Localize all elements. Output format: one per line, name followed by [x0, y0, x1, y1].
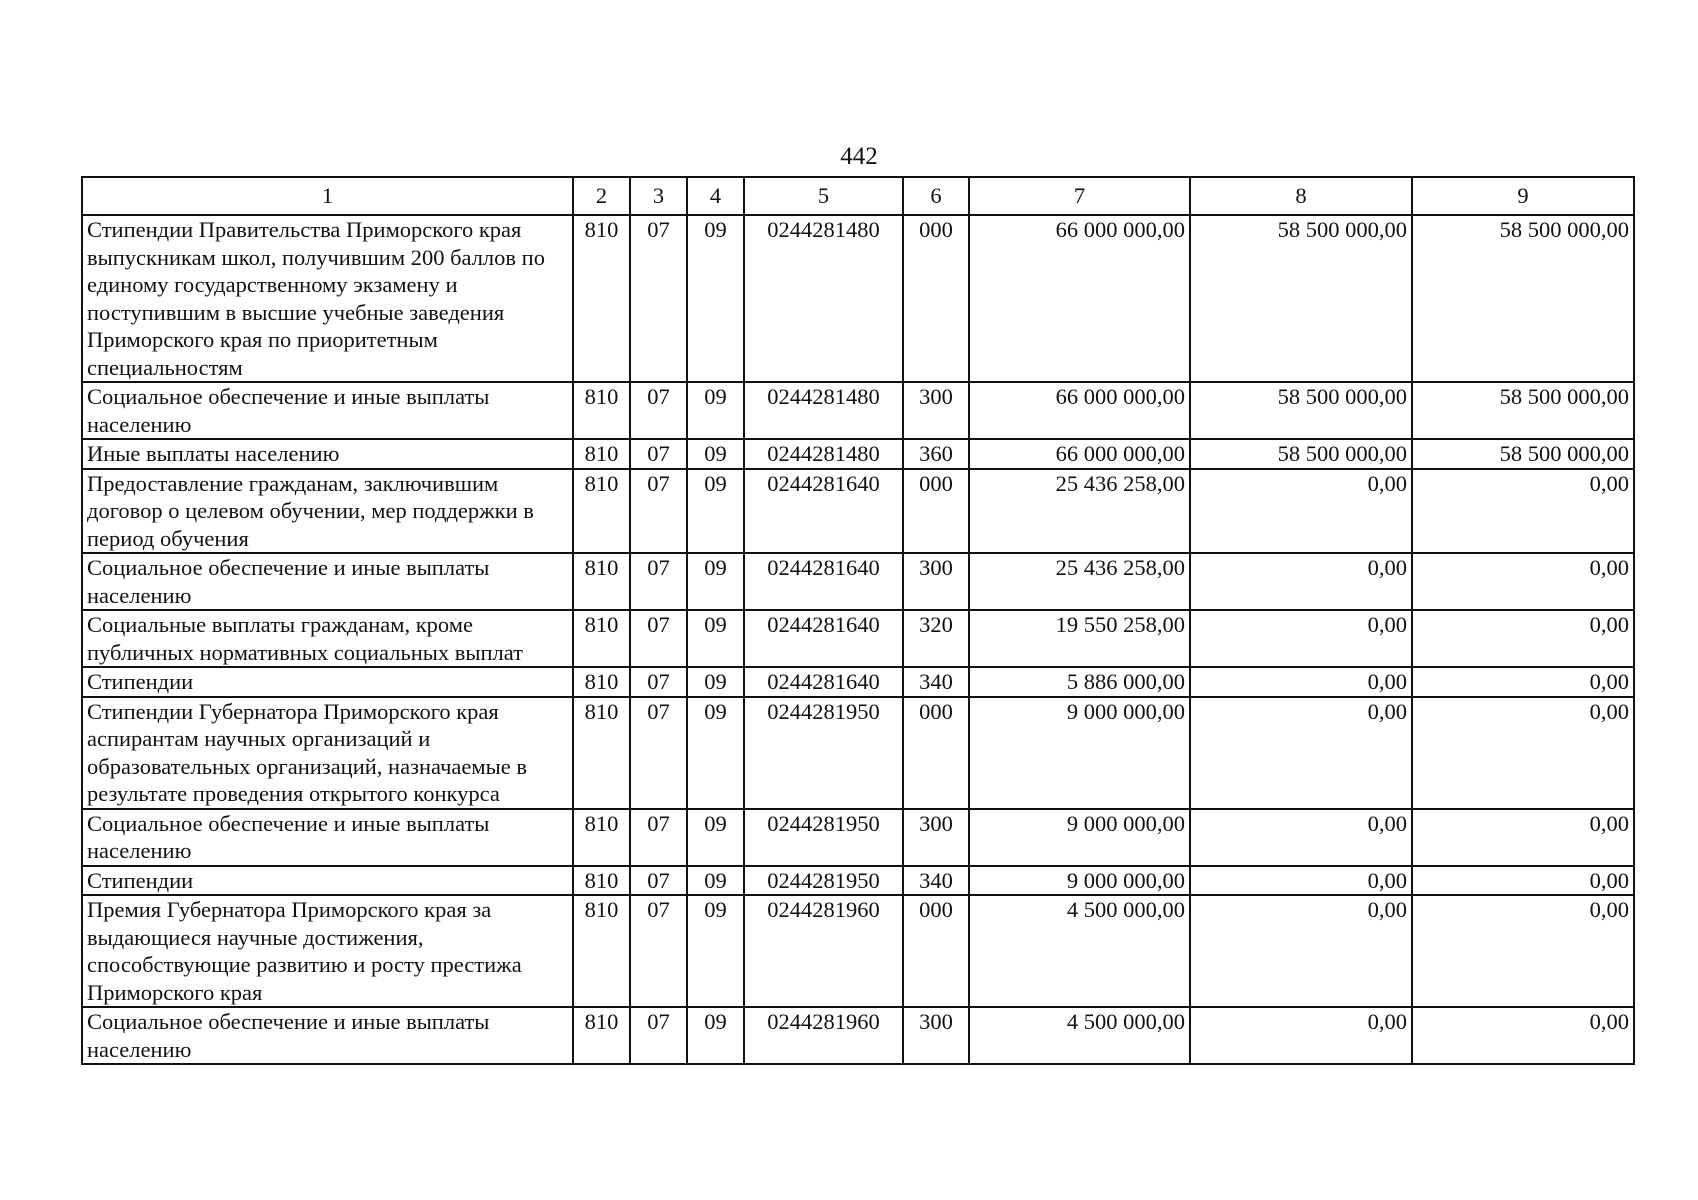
budget-table: [81, 176, 1635, 1065]
row-expense-type-code: 340: [903, 866, 969, 896]
row-expense-type-code: 340: [903, 667, 969, 697]
row-amount-col7: 25 436 258,00: [969, 553, 1190, 610]
row-expense-type-code: 300: [903, 809, 969, 866]
row-expense-type-code: 300: [903, 1007, 969, 1064]
row-amount-col8: 0,00: [1190, 866, 1412, 896]
row-expense-type-code: 320: [903, 610, 969, 667]
row-expense-type-code: 000: [903, 215, 969, 382]
row-target-article-code: 0244281640: [744, 553, 903, 610]
row-name: Стипендии Губернатора Приморского края аспирантам научных организаций и образовательных организаций, назначаемые в результате проведения открытого конкурса: [82, 697, 573, 809]
row-name: Социальное обеспечение и иные выплаты населению: [82, 809, 573, 866]
table-row: [82, 382, 1634, 439]
row-name: Социальное обеспечение и иные выплаты населению: [82, 382, 573, 439]
row-target-article-code: 0244281480: [744, 439, 903, 469]
row-ministry-code: 810: [573, 697, 630, 809]
row-amount-col9: 0,00: [1412, 1007, 1634, 1064]
row-amount-col8: 0,00: [1190, 610, 1412, 667]
table-row: [82, 469, 1634, 554]
row-ministry-code: 810: [573, 809, 630, 866]
row-amount-col8: 58 500 000,00: [1190, 215, 1412, 382]
row-amount-col8: 0,00: [1190, 469, 1412, 554]
row-subsection-code: 09: [687, 553, 744, 610]
header-cell-7: 7: [969, 177, 1190, 215]
row-amount-col8: 58 500 000,00: [1190, 439, 1412, 469]
row-name: Социальное обеспечение и иные выплаты населению: [82, 553, 573, 610]
row-expense-type-code: 000: [903, 697, 969, 809]
row-target-article-code: 0244281960: [744, 895, 903, 1007]
row-section-code: 07: [630, 610, 687, 667]
row-ministry-code: 810: [573, 610, 630, 667]
row-amount-col7: 4 500 000,00: [969, 1007, 1190, 1064]
table-row: [82, 215, 1634, 382]
row-amount-col9: 0,00: [1412, 809, 1634, 866]
row-amount-col7: 9 000 000,00: [969, 697, 1190, 809]
row-section-code: 07: [630, 439, 687, 469]
table-row: [82, 439, 1634, 469]
row-subsection-code: 09: [687, 667, 744, 697]
row-amount-col7: 25 436 258,00: [969, 469, 1190, 554]
row-subsection-code: 09: [687, 697, 744, 809]
row-section-code: 07: [630, 382, 687, 439]
row-name: Стипендии: [82, 866, 573, 896]
page-number: 442: [840, 143, 878, 170]
row-amount-col8: 0,00: [1190, 697, 1412, 809]
table-row: [82, 553, 1634, 610]
row-amount-col9: 58 500 000,00: [1412, 439, 1634, 469]
row-section-code: 07: [630, 469, 687, 554]
row-amount-col7: 66 000 000,00: [969, 215, 1190, 382]
row-amount-col7: 66 000 000,00: [969, 382, 1190, 439]
row-name: Предоставление гражданам, заключившим договор о целевом обучении, мер поддержки в период обучения: [82, 469, 573, 554]
row-target-article-code: 0244281640: [744, 469, 903, 554]
row-subsection-code: 09: [687, 215, 744, 382]
row-amount-col8: 0,00: [1190, 895, 1412, 1007]
row-amount-col8: 0,00: [1190, 667, 1412, 697]
row-subsection-code: 09: [687, 469, 744, 554]
row-ministry-code: 810: [573, 439, 630, 469]
header-cell-2: 2: [573, 177, 630, 215]
row-amount-col9: 0,00: [1412, 866, 1634, 896]
header-cell-5: 5: [744, 177, 903, 215]
row-amount-col7: 19 550 258,00: [969, 610, 1190, 667]
row-subsection-code: 09: [687, 610, 744, 667]
row-target-article-code: 0244281950: [744, 809, 903, 866]
row-subsection-code: 09: [687, 439, 744, 469]
row-name: Социальное обеспечение и иные выплаты населению: [82, 1007, 573, 1064]
row-name: Премия Губернатора Приморского края за выдающиеся научные достижения, способствующие развитию и росту престижа Приморского края: [82, 895, 573, 1007]
row-expense-type-code: 000: [903, 895, 969, 1007]
row-amount-col8: 0,00: [1190, 1007, 1412, 1064]
row-ministry-code: 810: [573, 866, 630, 896]
row-section-code: 07: [630, 895, 687, 1007]
row-section-code: 07: [630, 1007, 687, 1064]
row-ministry-code: 810: [573, 667, 630, 697]
row-name: Стипендии Правительства Приморского края выпускникам школ, получившим 200 баллов по единому государственному экзамену и поступившим в высшие учебные заведения Приморского края по приоритетным специальностям: [82, 215, 573, 382]
row-subsection-code: 09: [687, 895, 744, 1007]
row-target-article-code: 0244281950: [744, 697, 903, 809]
row-subsection-code: 09: [687, 809, 744, 866]
row-amount-col9: 0,00: [1412, 469, 1634, 554]
row-amount-col9: 58 500 000,00: [1412, 382, 1634, 439]
header-cell-8: 8: [1190, 177, 1412, 215]
row-amount-col9: 58 500 000,00: [1412, 215, 1634, 382]
header-row: [82, 177, 1634, 215]
row-expense-type-code: 300: [903, 553, 969, 610]
row-ministry-code: 810: [573, 553, 630, 610]
row-ministry-code: 810: [573, 1007, 630, 1064]
row-ministry-code: 810: [573, 895, 630, 1007]
header-cell-1: 1: [82, 177, 573, 215]
header-cell-6: 6: [903, 177, 969, 215]
row-target-article-code: 0244281960: [744, 1007, 903, 1064]
row-amount-col8: 58 500 000,00: [1190, 382, 1412, 439]
table-row: [82, 895, 1634, 1007]
row-ministry-code: 810: [573, 469, 630, 554]
table-row: [82, 809, 1634, 866]
row-section-code: 07: [630, 809, 687, 866]
row-subsection-code: 09: [687, 1007, 744, 1064]
row-amount-col9: 0,00: [1412, 610, 1634, 667]
table-row: [82, 610, 1634, 667]
row-ministry-code: 810: [573, 215, 630, 382]
row-amount-col8: 0,00: [1190, 809, 1412, 866]
header-cell-9: 9: [1412, 177, 1634, 215]
row-name: Социальные выплаты гражданам, кроме публичных нормативных социальных выплат: [82, 610, 573, 667]
row-target-article-code: 0244281480: [744, 382, 903, 439]
header-cell-4: 4: [687, 177, 744, 215]
table-row: [82, 1007, 1634, 1064]
row-name: Иные выплаты населению: [82, 439, 573, 469]
row-target-article-code: 0244281480: [744, 215, 903, 382]
row-amount-col7: 5 886 000,00: [969, 667, 1190, 697]
row-amount-col9: 0,00: [1412, 697, 1634, 809]
row-section-code: 07: [630, 553, 687, 610]
table-body: [82, 215, 1634, 1064]
row-section-code: 07: [630, 215, 687, 382]
row-section-code: 07: [630, 866, 687, 896]
row-section-code: 07: [630, 667, 687, 697]
row-amount-col7: 4 500 000,00: [969, 895, 1190, 1007]
table-row: [82, 667, 1634, 697]
row-expense-type-code: 360: [903, 439, 969, 469]
row-amount-col7: 66 000 000,00: [969, 439, 1190, 469]
row-expense-type-code: 000: [903, 469, 969, 554]
row-amount-col9: 0,00: [1412, 895, 1634, 1007]
row-target-article-code: 0244281640: [744, 667, 903, 697]
table-row: [82, 697, 1634, 809]
row-amount-col7: 9 000 000,00: [969, 866, 1190, 896]
row-amount-col9: 0,00: [1412, 553, 1634, 610]
row-target-article-code: 0244281950: [744, 866, 903, 896]
row-name: Стипендии: [82, 667, 573, 697]
row-amount-col8: 0,00: [1190, 553, 1412, 610]
row-subsection-code: 09: [687, 866, 744, 896]
row-section-code: 07: [630, 697, 687, 809]
row-subsection-code: 09: [687, 382, 744, 439]
row-expense-type-code: 300: [903, 382, 969, 439]
header-cell-3: 3: [630, 177, 687, 215]
row-ministry-code: 810: [573, 382, 630, 439]
row-target-article-code: 0244281640: [744, 610, 903, 667]
row-amount-col9: 0,00: [1412, 667, 1634, 697]
row-amount-col7: 9 000 000,00: [969, 809, 1190, 866]
table-row: [82, 866, 1634, 896]
